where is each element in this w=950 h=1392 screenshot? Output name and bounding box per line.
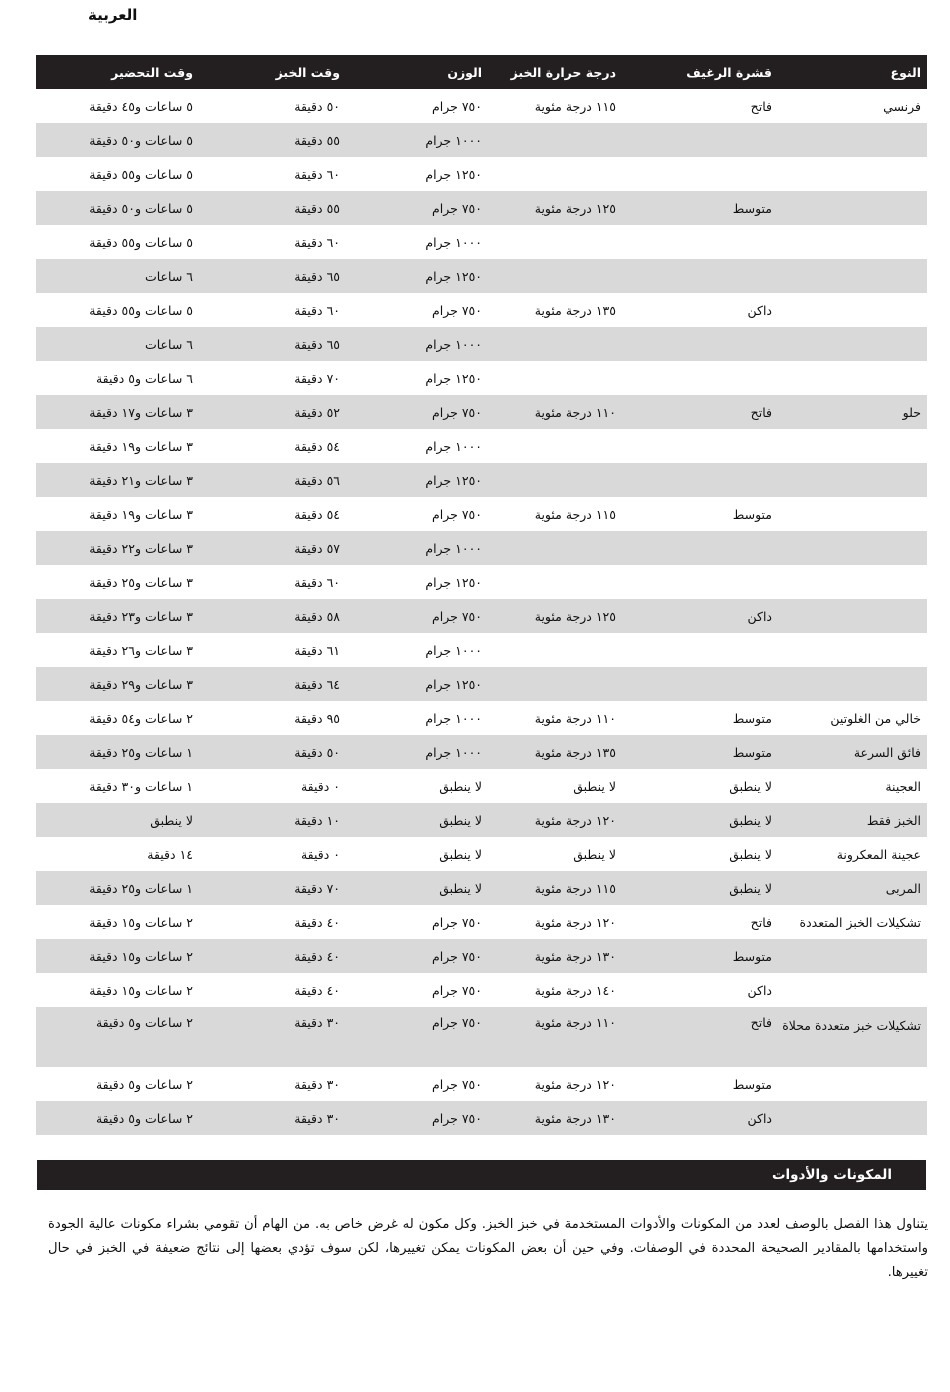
cell-weight: ٧٥٠ جرام: [432, 982, 482, 998]
table-row: [36, 531, 927, 565]
cell-type: [778, 293, 927, 327]
cell-crust: فاتح: [622, 1007, 778, 1067]
cell-weight: ١٢٥٠ جرام: [425, 574, 482, 590]
cell-crust: فاتح: [750, 98, 772, 114]
cell-prep-time: ٥ ساعات و٥٥ دقيقة: [89, 302, 193, 318]
cell-temperature: ١٤٠ درجة مئوية: [534, 982, 616, 998]
cell-prep-time: ١٤ دقيقة: [147, 846, 193, 862]
cell-type: [778, 463, 927, 497]
cell-bake-time: ٥٦ دقيقة: [199, 463, 346, 497]
cell-bake-time: ٦٠ دقيقة: [294, 234, 340, 250]
cell-crust: [622, 225, 778, 259]
cell-crust: داكن: [747, 302, 772, 318]
cell-type: [778, 497, 927, 531]
cell-temperature: [488, 259, 622, 293]
cell-weight: ٧٥٠ جرام: [432, 506, 482, 522]
cell-prep-time: ٥ ساعات و٤٥ دقيقة: [89, 98, 193, 114]
cell-prep-time: لا ينطبق: [36, 803, 199, 837]
cell-weight: ٧٥٠ جرام: [346, 1101, 488, 1135]
cell-type: [778, 191, 927, 225]
cell-temperature: لا ينطبق: [573, 846, 616, 862]
cell-prep-time: ٥ ساعات و٥٥ دقيقة: [89, 166, 193, 182]
cell-weight: ١٠٠٠ جرام: [346, 735, 488, 769]
table-row: [36, 701, 927, 735]
cell-type: [778, 225, 927, 259]
cell-weight: ١٢٥٠ جرام: [346, 667, 488, 701]
cell-type: فائق السرعة: [778, 735, 927, 769]
table-row: [36, 837, 927, 871]
cell-prep-time: ٦ ساعات و٥ دقيقة: [95, 370, 193, 386]
cell-temperature: [488, 633, 622, 667]
table-row: [36, 905, 927, 939]
cell-type: فرنسي: [883, 98, 921, 114]
table-header-row: [36, 55, 927, 89]
cell-temperature: ١٢٥ درجة مئوية: [488, 191, 622, 225]
cell-temperature: [488, 429, 622, 463]
cell-temperature: ١٣٥ درجة مئوية: [534, 302, 616, 318]
cell-type: [778, 667, 927, 701]
cell-temperature: ١٢٠ درجة مئوية: [534, 914, 616, 930]
cell-prep-time: ٦ ساعات: [36, 259, 199, 293]
cell-weight: ٧٥٠ جرام: [432, 302, 482, 318]
cell-weight: ١٠٠٠ جرام: [425, 234, 482, 250]
cell-weight: ١٢٥٠ جرام: [425, 166, 482, 182]
cell-prep-time: ٣ ساعات و٢٥ دقيقة: [89, 574, 193, 590]
language-label: العربية: [88, 6, 138, 24]
cell-temperature: ١٣٥ درجة مئوية: [488, 735, 622, 769]
cell-type: [778, 157, 927, 191]
cell-bake-time: ٥٥ دقيقة: [199, 191, 346, 225]
table-row: [36, 1101, 927, 1135]
cell-bake-time: ٦٥ دقيقة: [199, 259, 346, 293]
table-row: [36, 123, 927, 157]
cell-weight: ١٢٥٠ جرام: [425, 370, 482, 386]
cell-temperature: لا ينطبق: [573, 778, 616, 794]
cell-crust: [622, 361, 778, 395]
cell-crust: داكن: [622, 599, 778, 633]
cell-crust: متوسط: [732, 710, 772, 726]
cell-type: المربى: [778, 871, 927, 905]
cell-temperature: [488, 123, 622, 157]
cell-temperature: [488, 531, 622, 565]
cell-type: [778, 599, 927, 633]
table-row: [36, 769, 927, 803]
cell-weight: ١٢٥٠ جرام: [346, 463, 488, 497]
cell-crust: [622, 531, 778, 565]
cell-bake-time: ٧٠ دقيقة: [199, 871, 346, 905]
section-header-bar: [37, 1160, 926, 1190]
bread-settings-table: [36, 55, 927, 1135]
cell-prep-time: ٣ ساعات و٢٣ دقيقة: [36, 599, 199, 633]
cell-prep-time: ٣ ساعات و٢٩ دقيقة: [36, 667, 199, 701]
cell-type: [778, 531, 927, 565]
table-row: [36, 89, 927, 123]
cell-type: [778, 973, 927, 1007]
table-row: [36, 463, 927, 497]
cell-bake-time: ٣٠ دقيقة: [199, 1007, 346, 1067]
cell-bake-time: ٦٠ دقيقة: [294, 574, 340, 590]
table-row: [36, 973, 927, 1007]
cell-prep-time: ٢ ساعات و٥٤ دقيقة: [89, 710, 193, 726]
cell-weight: لا ينطبق: [439, 778, 482, 794]
cell-weight: لا ينطبق: [346, 871, 488, 905]
cell-crust: متوسط: [732, 506, 772, 522]
table-row: [36, 599, 927, 633]
cell-crust: متوسط: [732, 1076, 772, 1092]
cell-crust: لا ينطبق: [622, 803, 778, 837]
table-row: [36, 225, 927, 259]
cell-bake-time: ٥٥ دقيقة: [199, 123, 346, 157]
cell-crust: متوسط: [622, 191, 778, 225]
cell-bake-time: ٤٠ دقيقة: [294, 914, 340, 930]
cell-crust: [622, 259, 778, 293]
cell-bake-time: ٣٠ دقيقة: [294, 1076, 340, 1092]
cell-bake-time: ٥٠ دقيقة: [199, 735, 346, 769]
cell-bake-time: ٤٠ دقيقة: [294, 982, 340, 998]
cell-type: [778, 429, 927, 463]
cell-prep-time: ٥ ساعات و٥٠ دقيقة: [36, 191, 199, 225]
cell-temperature: [488, 225, 622, 259]
table-row: [36, 803, 927, 837]
column-header-crust: قشرة الرغيف: [622, 55, 778, 89]
column-header-type: النوع: [778, 55, 927, 89]
cell-bake-time: ٦٠ دقيقة: [294, 302, 340, 318]
table-row: [36, 327, 927, 361]
cell-prep-time: ٣ ساعات و١٩ دقيقة: [89, 506, 193, 522]
table-row: [36, 157, 927, 191]
cell-bake-time: ٠ دقيقة: [300, 778, 340, 794]
cell-type: الخبز فقط: [778, 803, 927, 837]
cell-prep-time: ١ ساعات و٣٠ دقيقة: [89, 778, 193, 794]
table-row: [36, 293, 927, 327]
table-row: [36, 1007, 927, 1067]
cell-prep-time: ١ ساعات و٢٥ دقيقة: [36, 735, 199, 769]
cell-prep-time: ٣ ساعات و٢١ دقيقة: [36, 463, 199, 497]
cell-weight: ٧٥٠ جرام: [346, 395, 488, 429]
cell-prep-time: ٢ ساعات و٥ دقيقة: [36, 1101, 199, 1135]
cell-bake-time: ٧٠ دقيقة: [294, 370, 340, 386]
table-row: [36, 871, 927, 905]
cell-bake-time: ٥٠ دقيقة: [294, 98, 340, 114]
cell-bake-time: ٦٥ دقيقة: [199, 327, 346, 361]
cell-weight: ٧٥٠ جرام: [346, 191, 488, 225]
cell-type: [778, 565, 927, 599]
cell-prep-time: ٥ ساعات و٥٠ دقيقة: [36, 123, 199, 157]
cell-weight: ٧٥٠ جرام: [346, 939, 488, 973]
cell-weight: ٧٥٠ جرام: [432, 98, 482, 114]
cell-weight: لا ينطبق: [346, 803, 488, 837]
cell-bake-time: ٤٠ دقيقة: [199, 939, 346, 973]
cell-type: [778, 939, 927, 973]
column-header-prep-time: وقت التحضير: [36, 55, 199, 89]
cell-prep-time: ٣ ساعات و٢٢ دقيقة: [36, 531, 199, 565]
cell-crust: [622, 429, 778, 463]
cell-type: [778, 1101, 927, 1135]
cell-prep-time: ٣ ساعات و٢٦ دقيقة: [89, 642, 193, 658]
cell-bake-time: ٥٢ دقيقة: [199, 395, 346, 429]
cell-type: [778, 1067, 927, 1101]
cell-crust: [622, 667, 778, 701]
section-title: المكونات والأدوات: [771, 1167, 892, 1183]
cell-temperature: ١٢٠ درجة مئوية: [534, 1076, 616, 1092]
column-header-temperature: درجة حرارة الخبز: [488, 55, 622, 89]
cell-temperature: ١١٠ درجة مئوية: [534, 710, 616, 726]
cell-bake-time: ٣٠ دقيقة: [199, 1101, 346, 1135]
cell-crust: [622, 327, 778, 361]
cell-temperature: ١١٥ درجة مئوية: [534, 506, 616, 522]
cell-bake-time: ٦٠ دقيقة: [294, 166, 340, 182]
table-row: [36, 667, 927, 701]
cell-weight: لا ينطبق: [439, 846, 482, 862]
cell-weight: ١٢٥٠ جرام: [346, 259, 488, 293]
cell-crust: فاتح: [750, 914, 772, 930]
cell-crust: داكن: [747, 982, 772, 998]
cell-bake-time: ٦١ دقيقة: [294, 642, 340, 658]
cell-crust: فاتح: [622, 395, 778, 429]
cell-temperature: ١١٠ درجة مئوية: [488, 1007, 622, 1067]
cell-weight: ٧٥٠ جرام: [346, 1007, 488, 1067]
cell-prep-time: ٢ ساعات و١٥ دقيقة: [89, 914, 193, 930]
table-row: [36, 1067, 927, 1101]
cell-temperature: [488, 157, 622, 191]
cell-prep-time: ٢ ساعات و٥ دقيقة: [36, 1007, 199, 1067]
cell-crust: [622, 633, 778, 667]
cell-weight: ٧٥٠ جرام: [432, 1076, 482, 1092]
cell-temperature: ١١٥ درجة مئوية: [488, 871, 622, 905]
cell-bake-time: ٥٤ دقيقة: [294, 506, 340, 522]
cell-weight: ١٠٠٠ جرام: [346, 123, 488, 157]
cell-weight: ٧٥٠ جرام: [346, 599, 488, 633]
table-row: [36, 429, 927, 463]
cell-type: [778, 633, 927, 667]
table-row: [36, 395, 927, 429]
cell-crust: لا ينطبق: [729, 846, 772, 862]
cell-prep-time: ٣ ساعات و١٧ دقيقة: [36, 395, 199, 429]
cell-weight: ١٠٠٠ جرام: [425, 642, 482, 658]
cell-crust: [622, 463, 778, 497]
cell-crust: [622, 565, 778, 599]
cell-bake-time: ٩٥ دقيقة: [294, 710, 340, 726]
cell-type: خالي من الغلوتين: [830, 710, 921, 726]
column-header-bake-time: وقت الخبز: [199, 55, 346, 89]
cell-temperature: ١٣٠ درجة مئوية: [488, 939, 622, 973]
cell-weight: ١٠٠٠ جرام: [346, 327, 488, 361]
cell-temperature: [488, 327, 622, 361]
cell-bake-time: ٥٤ دقيقة: [294, 438, 340, 454]
cell-type: تشكيلات الخبز المتعددة: [799, 914, 921, 930]
cell-crust: لا ينطبق: [729, 778, 772, 794]
cell-temperature: [488, 565, 622, 599]
cell-temperature: ١١٥ درجة مئوية: [534, 98, 616, 114]
cell-bake-time: ٥٧ دقيقة: [199, 531, 346, 565]
cell-crust: متوسط: [622, 939, 778, 973]
cell-prep-time: ٦ ساعات: [36, 327, 199, 361]
column-header-weight: الوزن: [346, 55, 488, 89]
cell-type: تشكيلات خبز متعددة محلاة: [778, 1007, 927, 1067]
cell-crust: داكن: [622, 1101, 778, 1135]
cell-prep-time: ٢ ساعات و١٥ دقيقة: [89, 982, 193, 998]
cell-bake-time: ٠ دقيقة: [300, 846, 340, 862]
cell-type: عجينة المعكرونة: [836, 846, 921, 862]
cell-temperature: [488, 667, 622, 701]
cell-crust: لا ينطبق: [622, 871, 778, 905]
cell-type: [778, 361, 927, 395]
cell-prep-time: ١ ساعات و٢٥ دقيقة: [36, 871, 199, 905]
cell-bake-time: ١٠ دقيقة: [199, 803, 346, 837]
table-row: [36, 565, 927, 599]
cell-crust: [622, 157, 778, 191]
cell-prep-time: ٢ ساعات و١٥ دقيقة: [36, 939, 199, 973]
cell-weight: ١٠٠٠ جرام: [425, 438, 482, 454]
cell-bake-time: ٦٤ دقيقة: [199, 667, 346, 701]
cell-type: [778, 327, 927, 361]
section-paragraph: يتناول هذا الفصل بالوصف لعدد من المكونات والأدوات المستخدمة في خبز الخبز. وكل مكون له غرض خاص به. من الهام أن تقومي بشراء مكونات عالية الجودة واستخدامها بالمقادير الصحيحة المحددة في الوصفات. وفي حين أن بعض المكونات يمكن تغييرها، لكن سوف تؤدي بعضها إلى نتائج ضعيفة في الخبز في حال تغييرها.: [48, 1217, 928, 1280]
cell-crust: متوسط: [622, 735, 778, 769]
table-row: [36, 259, 927, 293]
cell-prep-time: ٢ ساعات و٥ دقيقة: [95, 1076, 193, 1092]
cell-weight: ١٠٠٠ جرام: [346, 531, 488, 565]
cell-temperature: ١٣٠ درجة مئوية: [488, 1101, 622, 1135]
cell-weight: ١٠٠٠ جرام: [425, 710, 482, 726]
cell-temperature: [488, 463, 622, 497]
table-row: [36, 497, 927, 531]
cell-type: [778, 259, 927, 293]
cell-weight: ٧٥٠ جرام: [432, 914, 482, 930]
cell-temperature: [488, 361, 622, 395]
cell-type: حلو: [778, 395, 927, 429]
table-row: [36, 361, 927, 395]
table-row: [36, 191, 927, 225]
cell-temperature: ١٢٠ درجة مئوية: [488, 803, 622, 837]
cell-prep-time: ٣ ساعات و١٩ دقيقة: [89, 438, 193, 454]
table-row: [36, 735, 927, 769]
cell-temperature: ١١٠ درجة مئوية: [488, 395, 622, 429]
cell-crust: [622, 123, 778, 157]
cell-type: العجينة: [885, 778, 921, 794]
cell-type: [778, 123, 927, 157]
table-row: [36, 939, 927, 973]
cell-prep-time: ٥ ساعات و٥٥ دقيقة: [89, 234, 193, 250]
cell-bake-time: ٥٨ دقيقة: [199, 599, 346, 633]
table-row: [36, 633, 927, 667]
cell-temperature: ١٢٥ درجة مئوية: [488, 599, 622, 633]
